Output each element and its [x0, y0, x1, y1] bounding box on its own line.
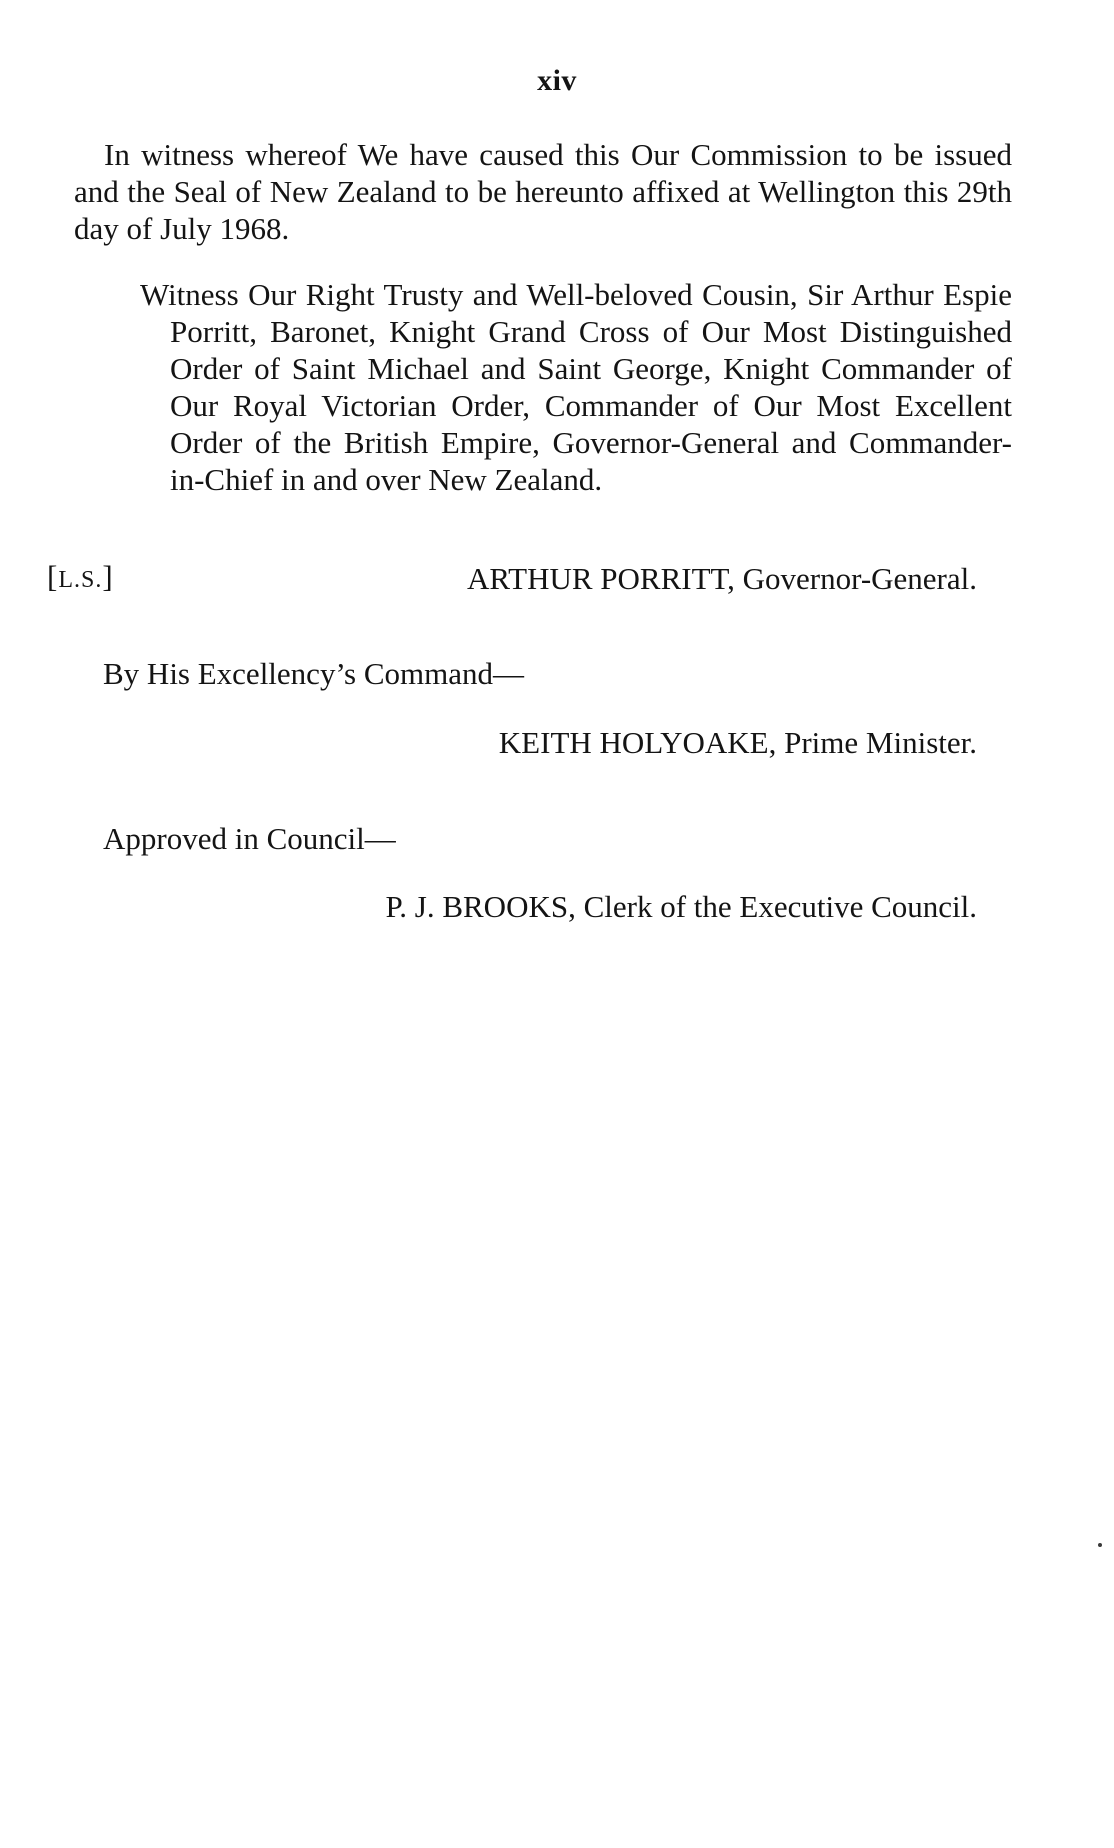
governor-general-signature: ARTHUR PORRITT, Governor-General. [466, 561, 977, 596]
seal-close-bracket: ] [102, 559, 114, 594]
prime-minister-signature: KEITH HOLYOAKE, Prime Minister. [498, 725, 977, 760]
excellency-command-line: By His Excellency’s Command— [103, 656, 525, 691]
scan-speck [1098, 1543, 1102, 1547]
clerk-signature: P. J. BROOKS, Clerk of the Executive Council. [385, 889, 977, 924]
seal-label: L.S. [58, 567, 103, 593]
seal-mark [47, 559, 114, 595]
witness-clause: Witness Our Right Trusty and Well-beloved Cousin, Sir Arthur Espie Porritt, Baronet, Knight Grand Cross of Our Most Distinguished Order of Saint Michael and Saint George, Knight Commander of Our Royal Victorian Order, Commander of Our Most Excellent Order of the British Empire, Governor-General and Commander-in-Chief in and over New Zealand. [140, 277, 1012, 497]
witness-paragraph-text: In witness whereof We have caused this Our Commission to be issued and the Seal of New Zealand to be hereunto affixed at Wellington this 29th day of July 1968. [74, 137, 1012, 246]
approved-in-council-line: Approved in Council— [103, 821, 396, 856]
page-number: xiv [537, 64, 577, 97]
seal-open-bracket: [ [47, 559, 59, 594]
witness-paragraph [74, 136, 1012, 247]
